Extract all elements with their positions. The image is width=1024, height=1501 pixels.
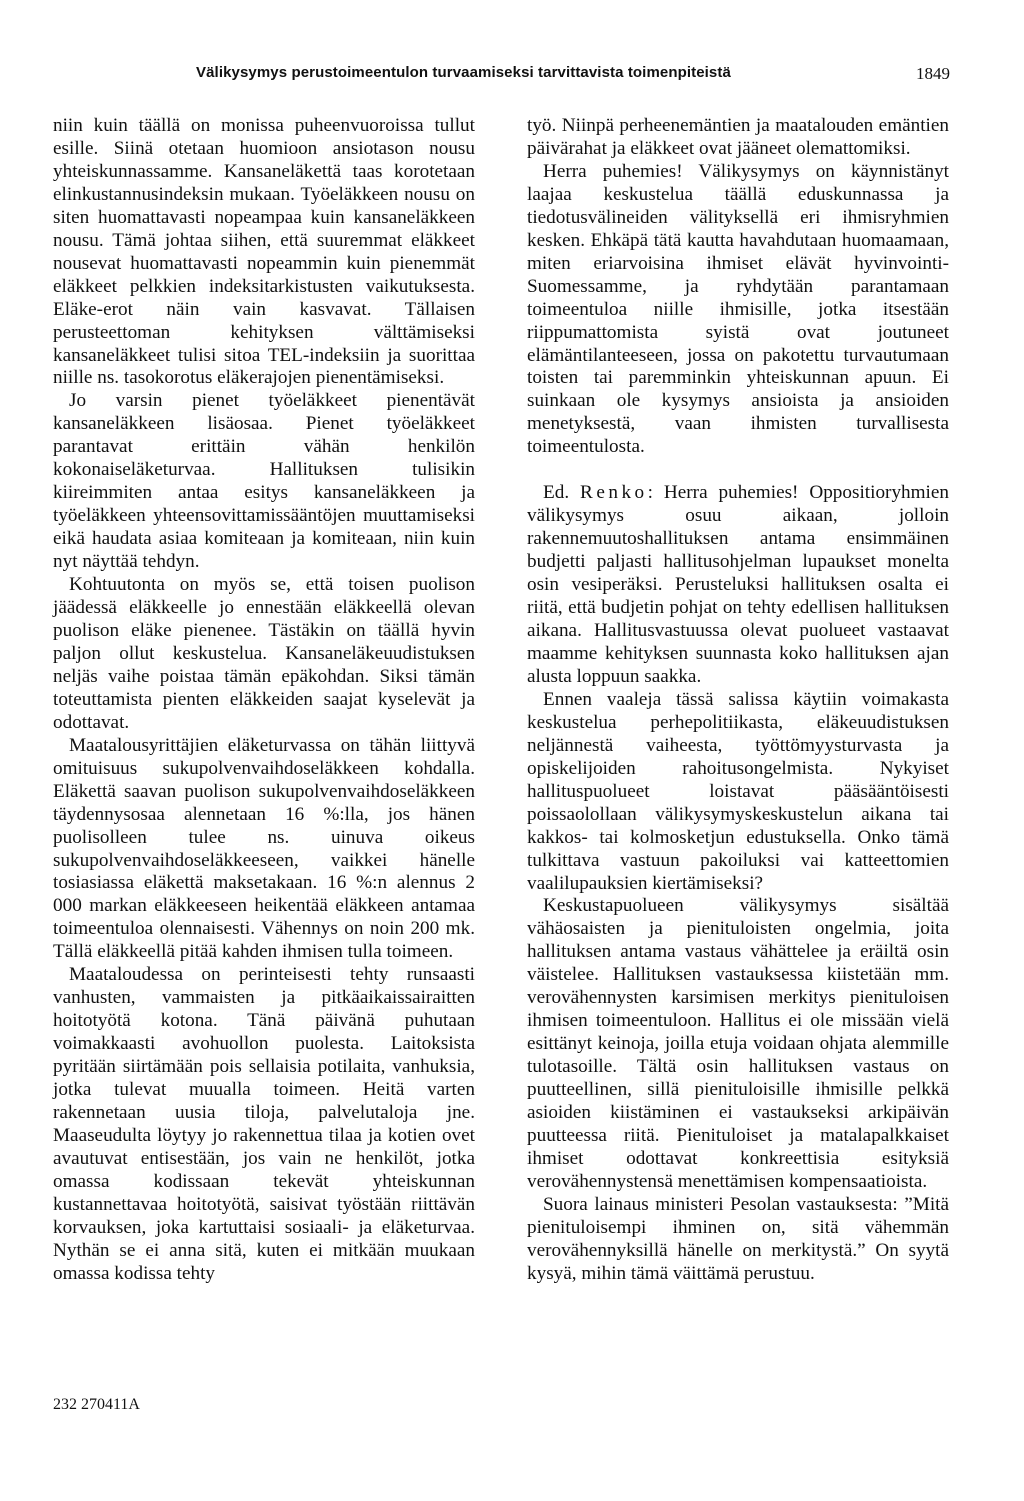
page-number: 1849 (916, 64, 950, 83)
paragraph: Maatalousyrittäjien eläketurvassa on tähän liittyvä omituisuus sukupolvenvaihdoseläkkeen kohdalla. Eläkettä saavan puolison sukupolvenvaihdoseläkkeen täydennysosaa alennetaan 16 %:lla, jos hänen puolisolleen tulee ns. uinuva oikeus sukupolvenvaihdoseläkkeeseen, vaikkei hänelle tosiasiassa eläkettä maksetakaan. 16 %:n alennus 2 000 markan eläkkeeseen heikentää eläkkeen antamaa toimeentuloa olennaisesti. Vähennys on noin 200 mk. Tällä eläkkeellä pitää kahden ihmisen tulla toimeen. (53, 734, 475, 963)
paragraph: Jo varsin pienet työeläkkeet pienentävät kansaneläkkeen lisäosaa. Pienet työeläkkeet parantavat erittäin vähän henkilön kokonaiseläketurvaa. Hallituksen tulisikin kiireimmiten antaa esitys kansaneläkkeen ja työeläkkeen yhteensovittamissääntöjen muuttamiseksi eikä haudata asiaa komiteaan ja komiteaan, niin kuin nyt näyttää tehdyn. (53, 390, 475, 573)
right-column (527, 115, 949, 1286)
footer-print-code: 232 270411A (53, 1396, 140, 1413)
paragraph: Herra puhemies! Välikysymys on käynnistänyt laajaa keskustelua täällä eduskunnassa ja tiedotusvälineiden välityksellä eri ihmisryhmien kesken. Ehkäpä tätä kautta havahdutaan huomaamaan, miten eriarvoisina ihmiset elävät hyvinvointi-Suomessamme, ja ryhdytään parantamaan toimeentuloa niille ihmisille, jotka itsestään riippumattomista syistä ovat joutuneet elämäntilanteeseen, jossa on pakotettu turvautumaan toisten tai paremminkin yhteiskunnan apuun. Ei suinkaan ole kysymys ansioista ja ansioiden menetyksestä, vaan ihmisten turvallisesta toimeentulosta. (527, 160, 949, 458)
paragraph: Ennen vaaleja tässä salissa käytiin voimakasta keskustelua perhepolitiikasta, eläkeuudistuksen neljännestä vaiheesta, työttömyysturvasta ja opiskelijoiden rahoitusongelmista. Nykyiset hallituspuolueet loistavat pääsääntöisesti poissaolollaan välikysymyskeskustelun aikana tai kakkos- tai kolmosketjun edustuksella. Onko tämä tulkittava vastuun pakoiluksi vai katteettomien vaalilupauksien kiertämiseksi? (527, 688, 949, 894)
paragraph-continuation: työ. Niinpä perheenemäntien ja maatalouden emäntien päivärahat ja eläkkeet ovat jääneet olemattomiksi. (527, 115, 949, 159)
paragraph: Suora lainaus ministeri Pesolan vastauksesta: ”Mitä pienituloisempi ihminen on, sitä vähemmän verovähennyksillä hänelle on merkitystä.” On syytä kysyä, mihin tämä väittämä perustuu. (527, 1193, 949, 1284)
running-title: Välikysymys perustoimeentulon turvaamiseksi tarvittavista toimenpiteistä (196, 64, 731, 81)
speech-opening-text: Herra puhemies! Oppositioryhmien välikysymys osuu aikaan, jolloin rakennemuutoshallituksen antama ensimmäinen budjetti paljasti hallitusohjelman lupaukset monelta osin vesiperäksi. Perusteluksi hallituksen osalta ei riitä, että budjetin pohjat on tehty edellisen hallituksen aikana. Hallitusvastuussa olevat puolueet vastaavat maamme kehityksen suunnasta koko hallituksen ajan alusta loppuun saakka. (527, 482, 949, 687)
paragraph: niin kuin täällä on monissa puheenvuoroissa tullut esille. Siinä otetaan huomioon ansiotason nousu yhteiskunnassamme. Kansaneläkettä taas korotetaan elinkustannusindeksin mukaan. Työeläkkeen nousu on siten huomattavasti nopeampaa kuin kansaneläkkeen nousu. Tämä johtaa siihen, että suuremmat eläkkeet nousevat huomattavasti nopeammin kuin pienemmät eläkkeet pelkkien indeksitarkistusten vaikutuksesta. Eläke-erot näin vain kasvavat. Tällaisen perusteettoman kehityksen välttämiseksi kansaneläkkeet tulisi sitoa TEL-indeksiin ja suorittaa niille ns. tasokorotus eläkerajojen pienentämiseksi. (53, 115, 475, 389)
paragraph: Kohtuutonta on myös se, että toisen puolison jäädessä eläkkeelle jo ennestään eläkkeellä olevan puolison eläke pienenee. Tästäkin on täällä hyvin paljon ollut keskustelua. Kansaneläkeuudistuksen neljäs vaihe poistaa tämän epäkohdan. Siksi tämän toteuttamista pienten eläkkeiden saajat kyselevät ja odottavat. (53, 574, 475, 733)
speech-opening-paragraph (527, 482, 949, 689)
speaker-colon: : (647, 482, 653, 504)
paragraph: Keskustapuolueen välikysymys sisältää vähäosaisten ja pienituloisten ongelmia, joita hallituksen antama vastaus vähättelee ja eräiltä osin väistelee. Hallituksen vastauksessa kiistetään mm. verovähennysten karsimisen merkitys pienituloisen ihmisen toimeentuloon. Hallitus ei ole missään vielä esittänyt keinoja, joilla etuja voidaan ohjata alemmille tulotasoille. Tältä osin hallituksen vastaus on puutteellinen, sillä pienituloisille ihmisille pelkkä asioiden kiistäminen ei vastaukseksi arkipäivän puutteessa riitä. Pienituloiset ja matalapalkkaiset ihmiset odottavat konkreettisia esityksiä verovähennystensä menettämisen kompensaatioista. (527, 895, 949, 1192)
paragraph: Maataloudessa on perinteisesti tehty runsaasti vanhusten, vammaisten ja pitkäaikaissairaitten hoitotyötä kotona. Tänä päivänä puhutaan voimakkaasti avohuollon puolesta. Laitoksista pyritään siirtämään pois sellaisia potilaita, vanhuksia, jotka tulevat muualla toimeen. Heitä varten rakennetaan uusia tiloja, palvelutaloja jne. Maaseudulta löytyy jo rakennettua tilaa ja kotien ovet avautuvat entisestään, jos vain ne henkilöt, jotka omassa kodissaan tekevät yhteiskunnan kustannettavaa hoitotyötä, saisivat työstään riittävän korvauksen, joka kartuttaisi sosiaali- ja eläketurvaa. Nythän se ei anna sitä, kuten ei mitkään muukaan omassa kodissa tehty (53, 964, 475, 1284)
speaker-prefix: Ed. (543, 482, 570, 504)
left-column (53, 115, 475, 1286)
speaker-name: Renko (580, 482, 648, 504)
running-head (196, 64, 950, 88)
